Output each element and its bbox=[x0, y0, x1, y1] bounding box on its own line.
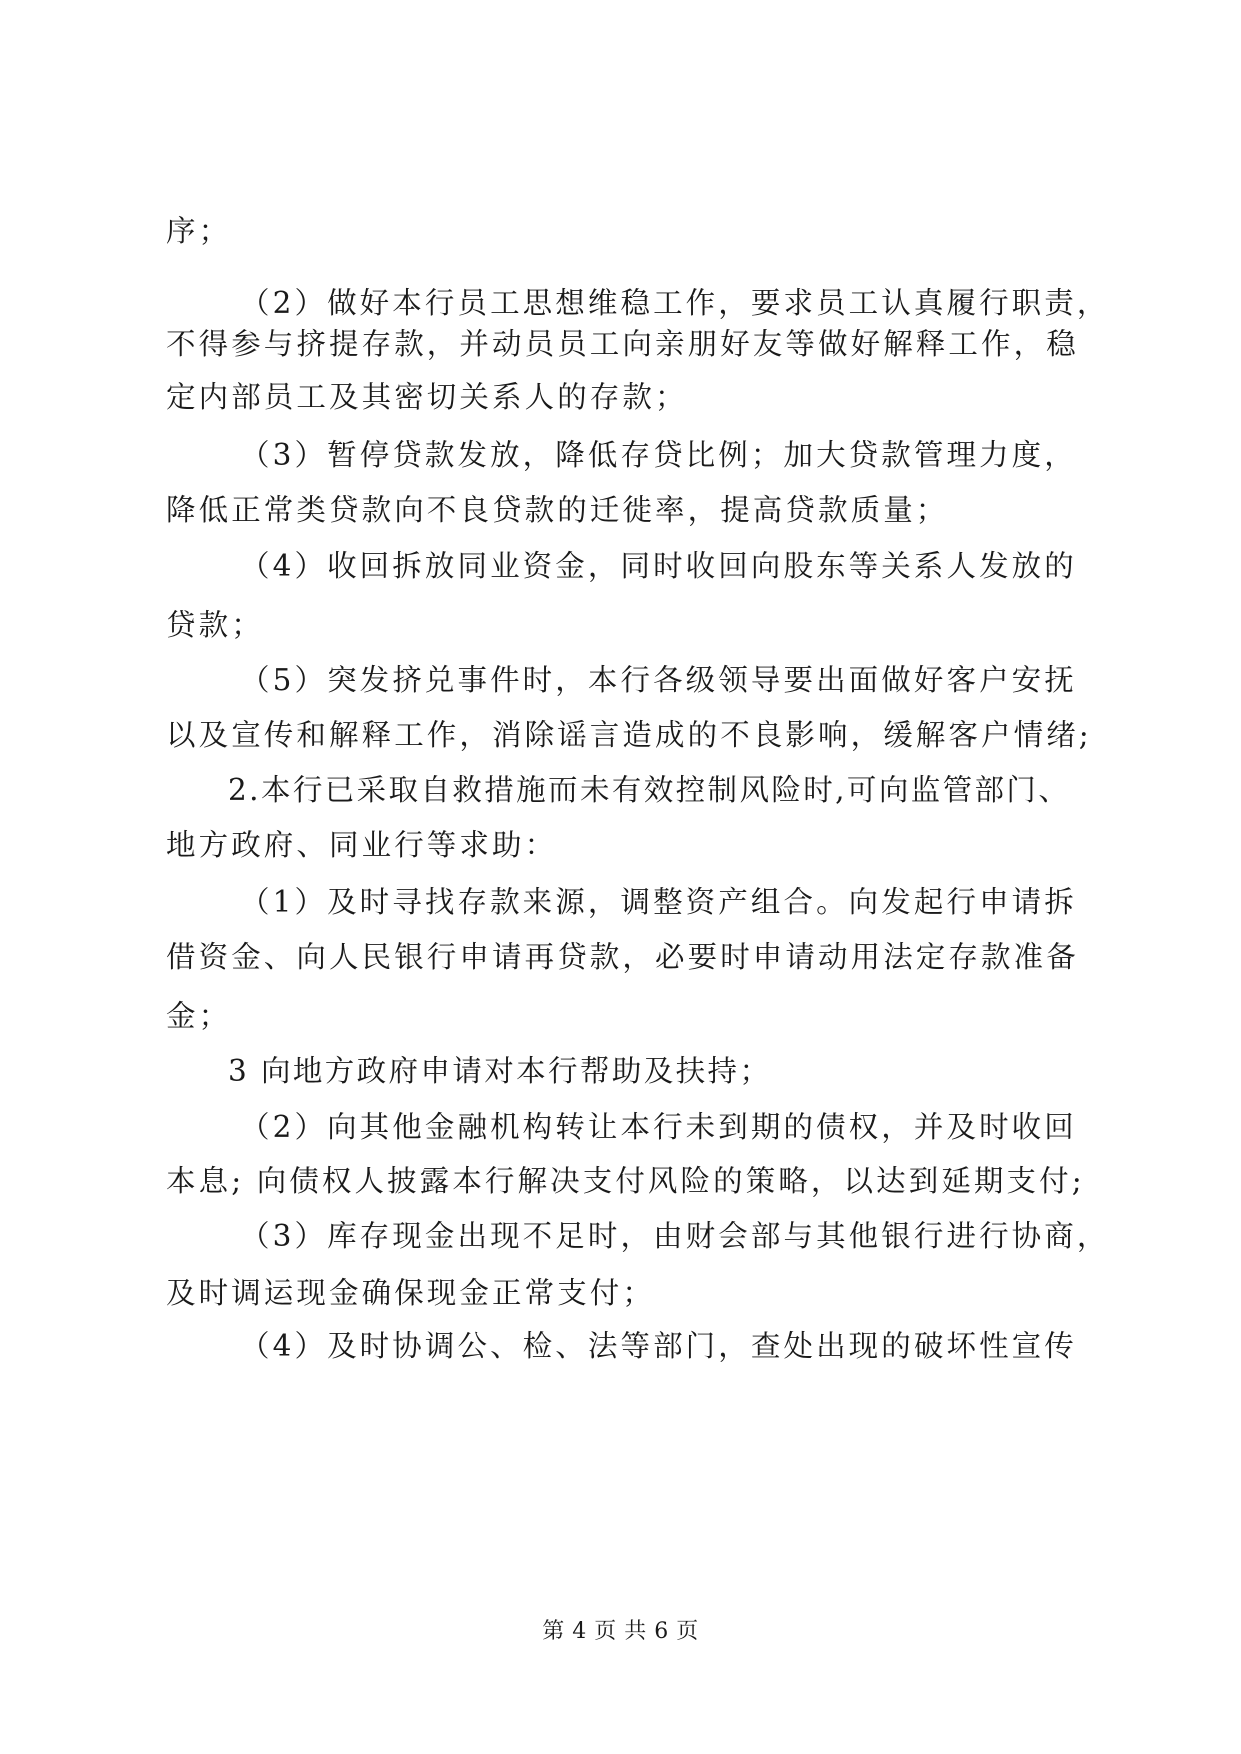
text-line-20: 及时调运现金确保现金正常支付； bbox=[166, 1276, 656, 1310]
text-line-4: 定内部员工及其密切关系人的存款； bbox=[166, 380, 688, 414]
text-line-15: 金； bbox=[166, 999, 232, 1033]
text-line-8: 贷款； bbox=[166, 608, 264, 642]
text-line-9: （5）突发挤兑事件时，本行各级领导要出面做好客户安抚 bbox=[240, 663, 1077, 697]
text-line-7: （4）收回拆放同业资金，同时收回向股东等关系人发放的 bbox=[240, 549, 1077, 583]
text-line-1: 序； bbox=[166, 214, 232, 248]
text-line-17: （2）向其他金融机构转让本行未到期的债权，并及时收回 bbox=[240, 1110, 1077, 1144]
text-line-21: （4）及时协调公、检、法等部门，查处出现的破坏性宣传 bbox=[240, 1329, 1077, 1363]
text-line-3: 不得参与挤提存款，并动员员工向亲朋好友等做好解释工作，稳 bbox=[166, 327, 1079, 361]
text-line-12: 地方政府、同业行等求助： bbox=[166, 828, 558, 862]
text-line-14: 借资金、向人民银行申请再贷款，必要时申请动用法定存款准备 bbox=[166, 940, 1079, 974]
text-line-6: 降低正常类贷款向不良贷款的迁徙率，提高贷款质量； bbox=[166, 493, 949, 527]
page-number-footer: 第 4 页 共 6 页 bbox=[542, 1619, 699, 1644]
text-line-13: （1）及时寻找存款来源，调整资产组合。向发起行申请拆 bbox=[240, 885, 1077, 919]
text-line-18: 本息; 向债权人披露本行解决支付风险的策略，以达到延期支付; bbox=[166, 1164, 1085, 1198]
text-line-5: （3）暂停贷款发放，降低存贷比例；加大贷款管理力度， bbox=[240, 438, 1077, 472]
text-line-10: 以及宣传和解释工作，消除谣言造成的不良影响，缓解客户情绪; bbox=[166, 718, 1092, 752]
text-line-16: 3 向地方政府申请对本行帮助及扶持； bbox=[228, 1054, 772, 1088]
text-line-11: 2.本行已采取自救措施而未有效控制风险时,可向监管部门、 bbox=[228, 773, 1071, 807]
text-line-19: （3）库存现金出现不足时，由财会部与其他银行进行协商， bbox=[240, 1219, 1110, 1253]
text-line-2: （2）做好本行员工思想维稳工作，要求员工认真履行职责， bbox=[240, 286, 1110, 320]
